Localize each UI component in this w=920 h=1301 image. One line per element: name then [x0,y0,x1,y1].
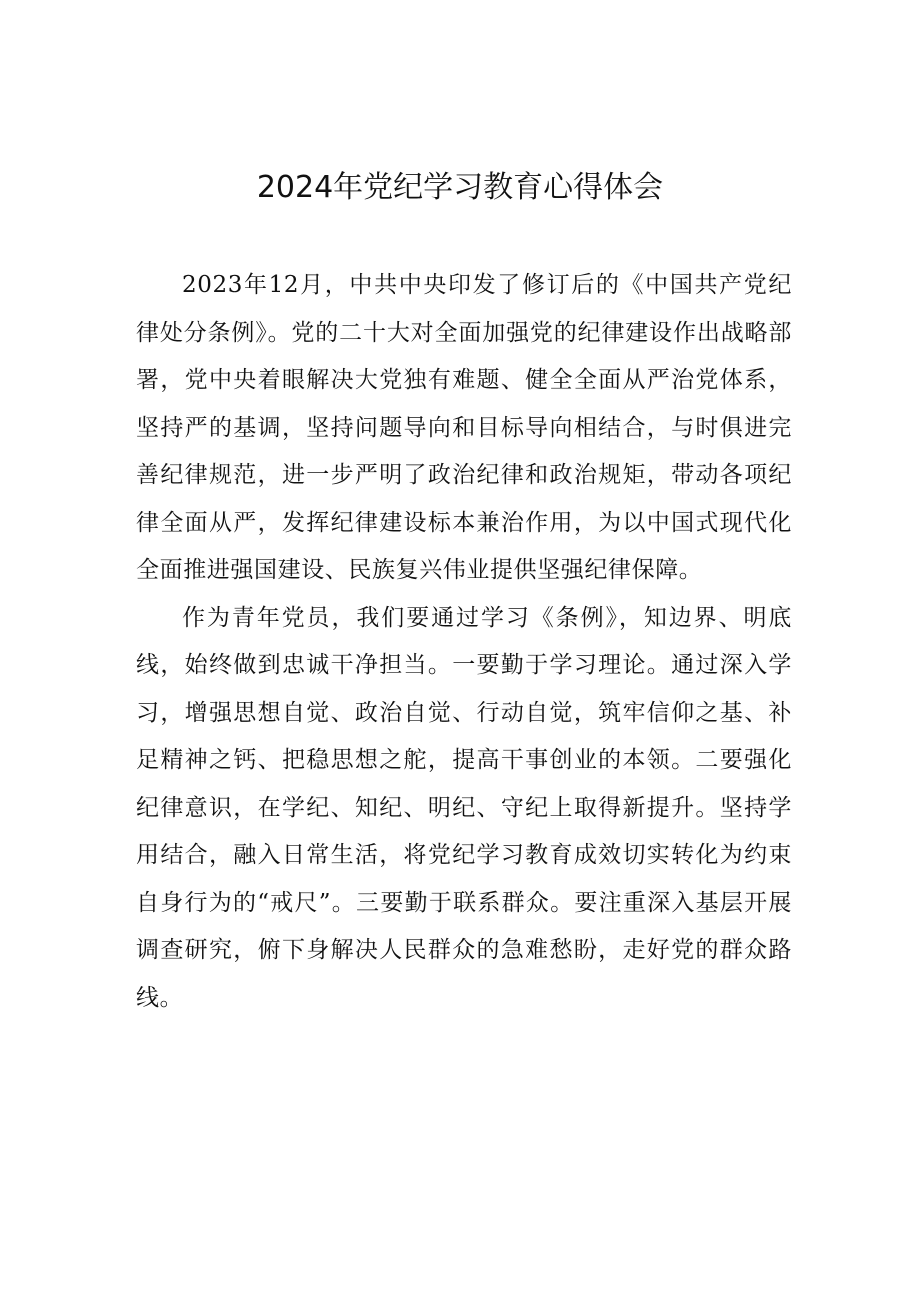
document-title: 2024年党纪学习教育心得体会 [256,170,664,205]
document-body [136,262,792,1022]
paragraph-1: 2023年12月，中共中央印发了修订后的《中国共产党纪律处分条例》。党的二十大对全面加强党的纪律建设作出战略部署，党中央着眼解决大党独有难题、健全全面从严治党体系，坚持严的基调，坚持问题导向和目标导向相结合，与时俱进完善纪律规范，进一步严明了政治纪律和政治规矩，带动各项纪律全面从严，发挥纪律建设标本兼治作用，为以中国式现代化全面推进强国建设、民族复兴伟业提供坚强纪律保障。 [136,272,792,583]
paragraph-2: 作为青年党员，我们要通过学习《条例》，知边界、明底线，始终做到忠诚干净担当。一要勤于学习理论。通过深入学习，增强思想自觉、政治自觉、行动自觉，筑牢信仰之基、补足精神之钙、把稳思想之舵，提高干事创业的本领。二要强化纪律意识，在学纪、知纪、明纪、守纪上取得新提升。坚持学用结合，融入日常生活，将党纪学习教育成效切实转化为约束自身行为的“戒尺”。三要勤于联系群众。要注重深入基层开展调查研究，俯下身解决人民群众的急难愁盼，走好党的群众路线。 [136,604,792,1011]
